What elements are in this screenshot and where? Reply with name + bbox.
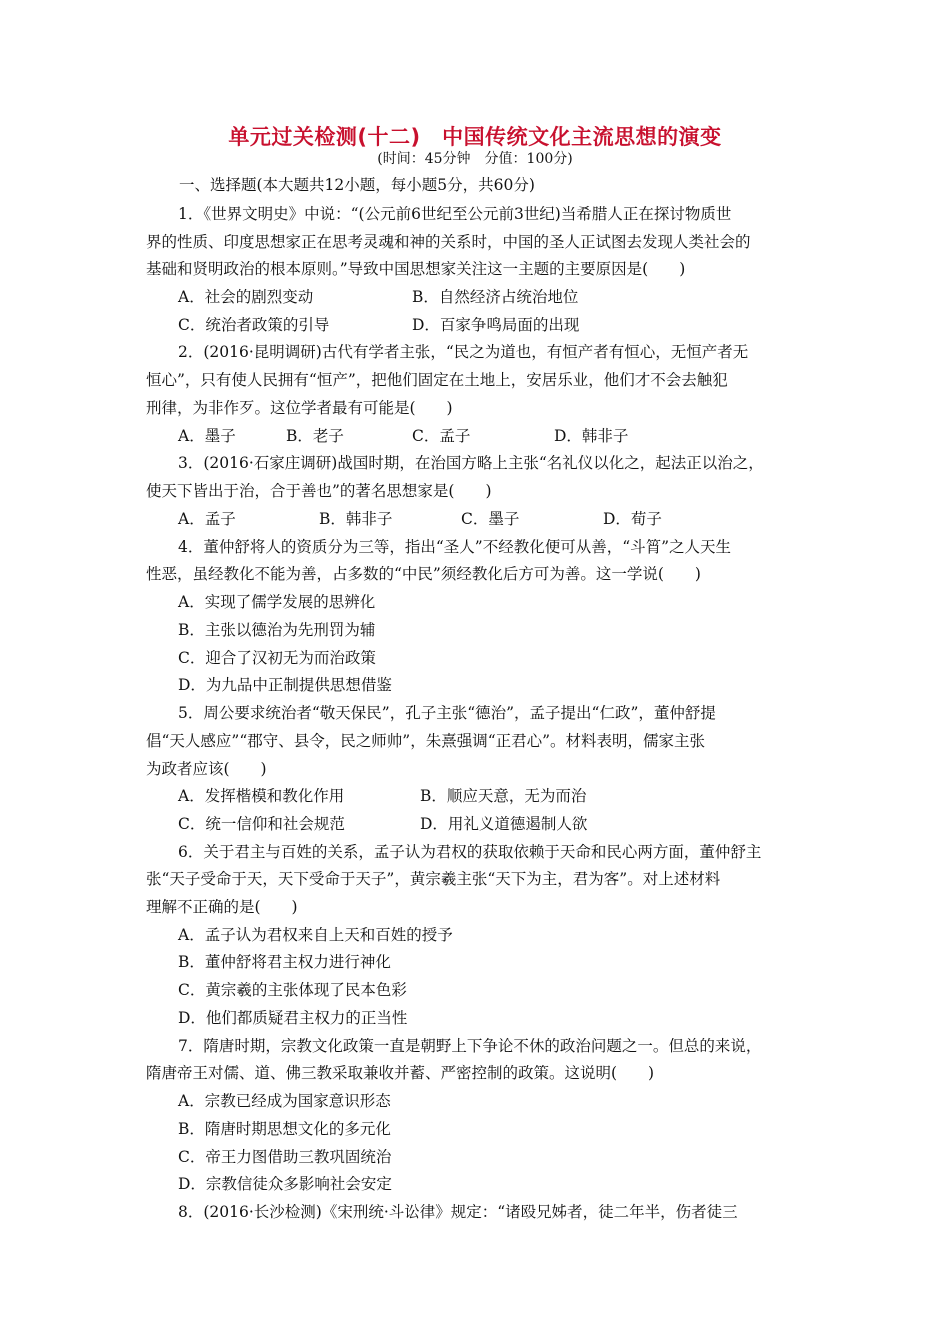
- question-4-option-d: D．为九品中正制提供思想借鉴: [178, 676, 392, 694]
- question-5-option-c: C．统一信仰和社会规范: [178, 815, 345, 833]
- page-subtitle: (时间：45分钟 分值：100分): [377, 151, 573, 167]
- question-2-line-2: 恒心”，只有使人民拥有“恒产”，把他们固定在土地上，安居乐业，他们才不会去触犯: [146, 371, 728, 389]
- question-2-option-d: D．韩非子: [554, 427, 629, 445]
- question-3-option-c: C．墨子: [461, 510, 520, 528]
- question-4-option-a: A．实现了儒学发展的思辨化: [178, 593, 376, 611]
- question-6-option-b: B．董仲舒将君主权力进行神化: [178, 953, 391, 971]
- question-6-option-c: C．黄宗羲的主张体现了民本色彩: [178, 981, 407, 999]
- question-6-line-3: 理解不正确的是( ): [146, 898, 298, 916]
- question-2-option-b: B．老子: [286, 427, 344, 445]
- question-5-line-2: 倡“天人感应”“郡守、县令，民之师帅”，朱熹强调“正君心”。材料表明，儒家主张: [146, 732, 706, 750]
- question-5-option-a: A．发挥楷模和教化作用: [178, 787, 345, 805]
- question-1-option-b: B．自然经济占统治地位: [412, 288, 579, 306]
- question-5-option-b: B．顺应天意，无为而治: [420, 787, 587, 805]
- question-7-option-d: D．宗教信徒众多影响社会安定: [178, 1175, 392, 1193]
- section-heading: 一、选择题(本大题共12小题，每小题5分，共60分): [179, 176, 535, 194]
- question-6-line-1: 6．关于君主与百姓的关系，孟子认为君权的获取依赖于天命和民心两方面，董仲舒主: [178, 843, 762, 861]
- question-5-line-1: 5．周公要求统治者“敬天保民”，孔子主张“德治”，孟子提出“仁政”，董仲舒提: [178, 704, 716, 722]
- question-5-line-3: 为政者应该( ): [146, 760, 267, 778]
- question-2-line-1: 2．(2016·昆明调研)古代有学者主张，“民之为道也，有恒产者有恒心，无恒产者无: [178, 343, 749, 361]
- question-6-option-a: A．孟子认为君权来自上天和百姓的授予: [178, 926, 453, 944]
- question-8-line-1: 8．(2016·长沙检测)《宋刑统·斗讼律》规定：“诸殴兄姊者，徒二年半，伤者徒三: [178, 1203, 738, 1221]
- question-1-option-d: D．百家争鸣局面的出现: [412, 316, 580, 334]
- question-3-line-1: 3．(2016·石家庄调研)战国时期，在治国方略上主张“名礼仪以化之，起法正以治之，: [178, 454, 764, 472]
- question-6-option-d: D．他们都质疑君主权力的正当性: [178, 1009, 408, 1027]
- question-7-option-a: A．宗教已经成为国家意识形态: [178, 1092, 391, 1110]
- question-1-line-3: 基础和贤明政治的根本原则。”导致中国思想家关注这一主题的主要原因是( ): [146, 260, 686, 278]
- question-3-option-b: B．韩非子: [319, 510, 393, 528]
- question-4-line-1: 4．董仲舒将人的资质分为三等，指出“圣人”不经教化便可从善，“斗筲”之人天生: [178, 538, 732, 556]
- question-4-line-2: 性恶，虽经教化不能为善，占多数的“中民”须经教化后方可为善。这一学说( ): [146, 565, 701, 583]
- question-4-option-b: B．主张以德治为先刑罚为辅: [178, 621, 376, 639]
- question-1-line-2: 界的性质、印度思想家正在思考灵魂和神的关系时，中国的圣人正试图去发现人类社会的: [146, 233, 751, 251]
- question-4-option-c: C．迎合了汉初无为而治政策: [178, 649, 376, 667]
- question-7-option-b: B．隋唐时期思想文化的多元化: [178, 1120, 391, 1138]
- question-1-option-a: A．社会的剧烈变动: [178, 288, 314, 306]
- question-3-option-d: D．荀子: [603, 510, 662, 528]
- question-5-option-d: D．用礼义道德遏制人欲: [420, 815, 588, 833]
- question-2-line-3: 刑律，为非作歹。这位学者最有可能是( ): [146, 399, 453, 417]
- question-2-option-a: A．墨子: [178, 427, 236, 445]
- question-7-line-1: 7．隋唐时期，宗教文化政策一直是朝野上下争论不休的政治问题之一。但总的来说，: [178, 1037, 762, 1055]
- question-7-option-c: C．帝王力图借助三教巩固统治: [178, 1148, 392, 1166]
- question-7-line-2: 隋唐帝王对儒、道、佛三教采取兼收并蓄、严密控制的政策。这说明( ): [146, 1064, 655, 1082]
- page-title: 单元过关检测(十二) 中国传统文化主流思想的演变: [228, 125, 722, 149]
- question-2-option-c: C．孟子: [412, 427, 471, 445]
- question-3-option-a: A．孟子: [178, 510, 236, 528]
- question-6-line-2: 张“天子受命于天，天下受命于天子”，黄宗羲主张“天下为主，君为客”。对上述材料: [146, 870, 721, 888]
- question-1-option-c: C．统治者政策的引导: [178, 316, 330, 334]
- question-1-line-1: 1．《世界文明史》中说：“(公元前6世纪至公元前3世纪)当希腊人正在探讨物质世: [178, 205, 732, 223]
- question-3-line-2: 使天下皆出于治，合于善也”的著名思想家是( ): [146, 482, 492, 500]
